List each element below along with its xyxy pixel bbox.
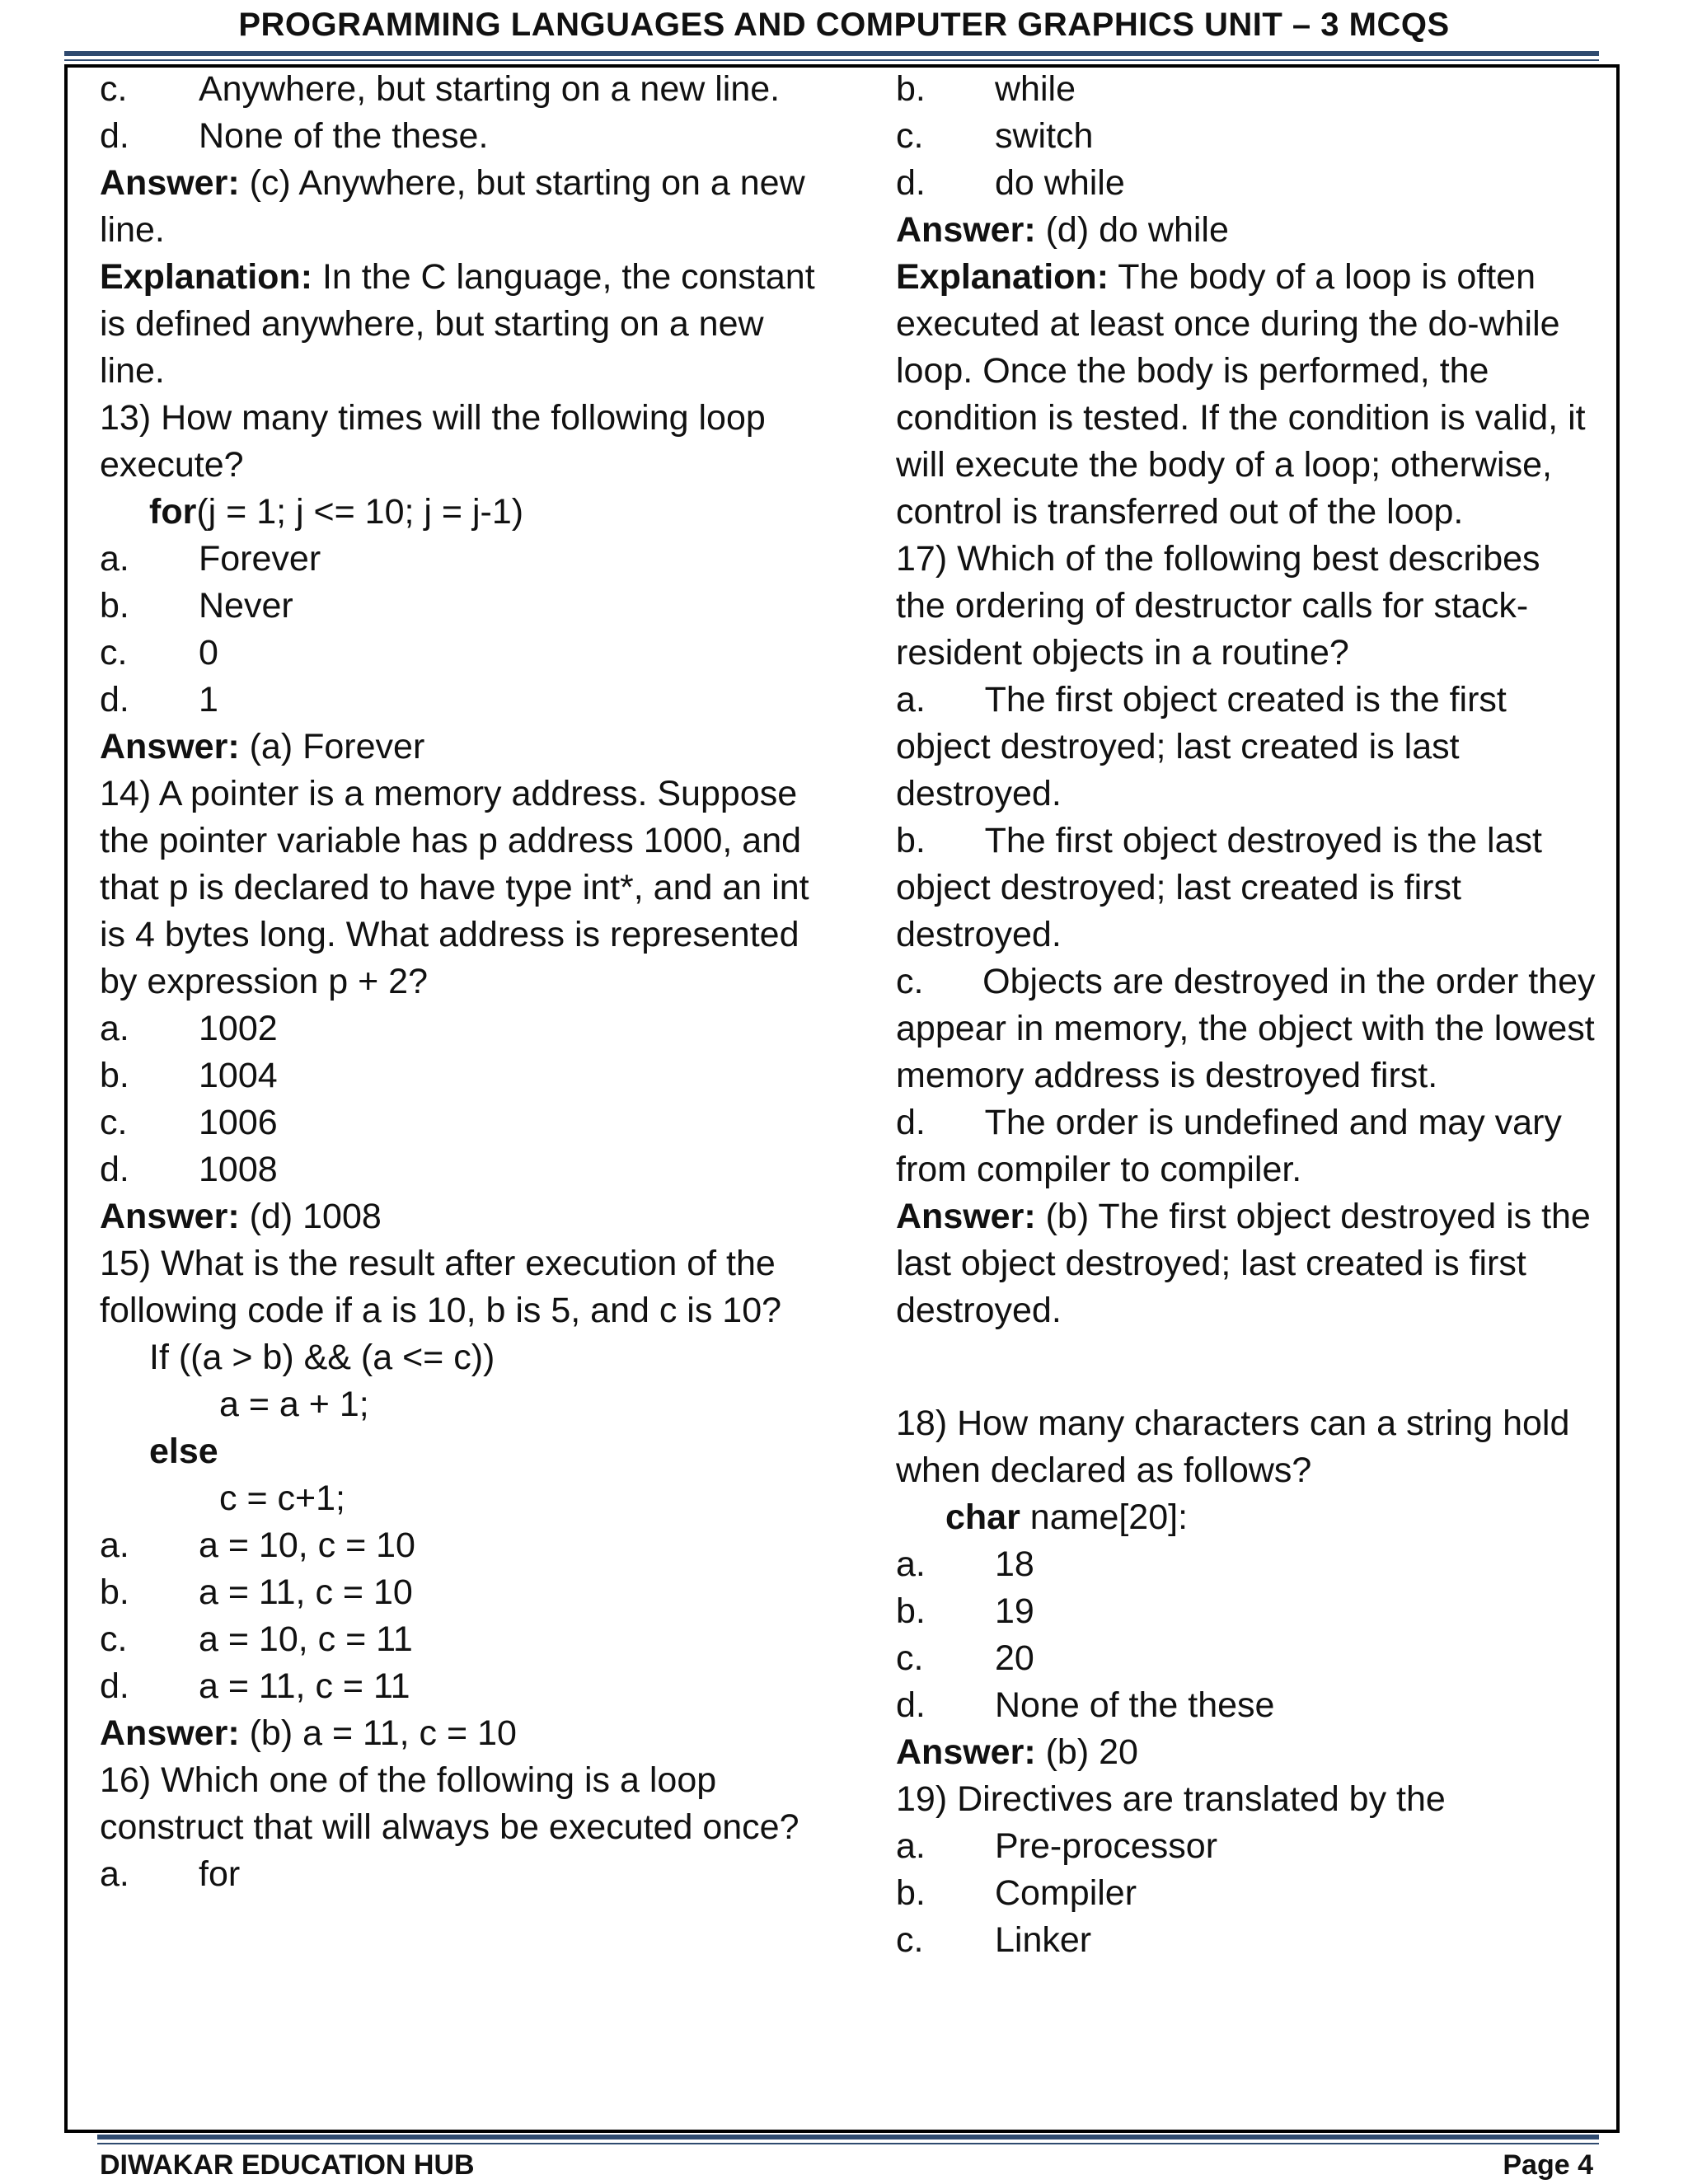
option-label: d. bbox=[100, 680, 129, 719]
option-label: b. bbox=[896, 69, 926, 109]
answer-text: (d) 1008 bbox=[249, 1197, 382, 1236]
code-keyword: else bbox=[149, 1432, 218, 1471]
option-q14-b bbox=[100, 1052, 825, 1099]
footer-publisher: DIWAKAR EDUCATION HUB bbox=[100, 2149, 475, 2181]
option-q15-a bbox=[100, 1522, 825, 1569]
code-q15-line4: c = c+1; bbox=[219, 1479, 345, 1518]
option-q16-b bbox=[896, 66, 1597, 113]
answer-q16 bbox=[896, 207, 1597, 254]
option-text: a = 11, c = 10 bbox=[199, 1572, 413, 1612]
header-rule-thin bbox=[64, 59, 1599, 61]
option-label: b. bbox=[100, 1056, 129, 1095]
option-text: Never bbox=[199, 586, 293, 626]
option-q17-d bbox=[896, 1099, 1597, 1193]
code-text: name[20]: bbox=[1020, 1497, 1189, 1537]
option-q16-d bbox=[896, 160, 1597, 207]
option-q19-c bbox=[896, 1917, 1597, 1964]
option-text: Linker bbox=[995, 1920, 1092, 1960]
option-text: 1004 bbox=[199, 1056, 278, 1095]
option-label: c. bbox=[896, 962, 924, 1001]
option-label: c. bbox=[100, 69, 128, 109]
answer-text: (d) do while bbox=[1045, 210, 1229, 250]
option-q18-c bbox=[896, 1635, 1597, 1682]
option-q14-a bbox=[100, 1005, 825, 1052]
option-text: a = 11, c = 11 bbox=[199, 1666, 410, 1706]
option-q12-c bbox=[100, 66, 825, 113]
explanation-label: Explanation: bbox=[100, 257, 313, 297]
option-text: 19 bbox=[995, 1591, 1034, 1631]
option-q18-a bbox=[896, 1541, 1597, 1588]
option-text: a = 10, c = 10 bbox=[199, 1526, 415, 1565]
option-label: c. bbox=[896, 116, 924, 156]
answer-q14 bbox=[100, 1193, 825, 1240]
option-label: c. bbox=[100, 1103, 128, 1142]
explanation-label: Explanation: bbox=[896, 257, 1109, 297]
option-q15-d bbox=[100, 1663, 825, 1710]
code-text: (j = 1; j <= 10; j = j-1) bbox=[196, 492, 524, 532]
option-text: a = 10, c = 11 bbox=[199, 1619, 413, 1659]
option-label: b. bbox=[896, 1873, 926, 1913]
code-q15-line2: a = a + 1; bbox=[219, 1385, 369, 1424]
option-label: a. bbox=[100, 1854, 129, 1894]
option-q16-a bbox=[100, 1851, 825, 1898]
question-17: 17) Which of the following best describes the ordering of destructor calls for stack-resident objects in a routine? bbox=[896, 539, 1540, 673]
option-q16-c bbox=[896, 113, 1597, 160]
option-label: a. bbox=[896, 1826, 926, 1866]
option-q12-d bbox=[100, 113, 825, 160]
option-text: None of the these. bbox=[199, 116, 489, 156]
option-label: a. bbox=[896, 1544, 926, 1584]
answer-label: Answer: bbox=[100, 1713, 240, 1753]
left-column bbox=[100, 66, 825, 1898]
footer-rule-thick bbox=[97, 2135, 1599, 2139]
answer-label: Answer: bbox=[896, 1732, 1036, 1772]
option-q18-d bbox=[896, 1682, 1597, 1729]
code-q13 bbox=[100, 489, 825, 536]
answer-text: (b) a = 11, c = 10 bbox=[249, 1713, 517, 1753]
explanation-text: The body of a loop is often executed at least once during the do-while loop. Once the body is performed, the condition is tested. If the condition is valid, it will execute the body of a loop; otherwise, control is transferred out of the loop. bbox=[896, 257, 1586, 532]
answer-label: Answer: bbox=[100, 163, 240, 203]
option-label: c. bbox=[896, 1920, 924, 1960]
question-18: 18) How many characters can a string hold when declared as follows? bbox=[896, 1404, 1570, 1490]
option-label: c. bbox=[100, 633, 128, 673]
option-text: 1008 bbox=[199, 1150, 278, 1189]
option-q17-a bbox=[896, 677, 1597, 818]
question-13: 13) How many times will the following loop execute? bbox=[100, 398, 766, 485]
option-q14-c bbox=[100, 1099, 825, 1146]
option-text: None of the these bbox=[995, 1685, 1275, 1725]
explanation-q12 bbox=[100, 254, 825, 395]
answer-q17 bbox=[896, 1193, 1597, 1334]
option-q15-c bbox=[100, 1616, 825, 1663]
footer-rule-thin bbox=[97, 2143, 1599, 2144]
option-text: 0 bbox=[199, 633, 218, 673]
answer-q12 bbox=[100, 160, 825, 254]
option-q13-c bbox=[100, 630, 825, 677]
code-q15-line1: If ((a > b) && (a <= c)) bbox=[149, 1338, 495, 1377]
code-q15-line3 bbox=[100, 1428, 825, 1475]
option-q17-b bbox=[896, 818, 1597, 958]
answer-label: Answer: bbox=[100, 727, 240, 766]
option-text: Anywhere, but starting on a new line. bbox=[199, 69, 781, 109]
option-label: d. bbox=[100, 116, 129, 156]
answer-label: Answer: bbox=[100, 1197, 240, 1236]
option-label: a. bbox=[896, 680, 926, 719]
option-text: Compiler bbox=[995, 1873, 1137, 1913]
answer-text: (b) 20 bbox=[1045, 1732, 1138, 1772]
option-q17-c bbox=[896, 958, 1597, 1099]
option-label: d. bbox=[100, 1150, 129, 1189]
code-keyword: for bbox=[149, 492, 197, 532]
code-q18 bbox=[896, 1494, 1597, 1541]
question-15: 15) What is the result after execution of the following code if a is 10, b is 5, and c is 10? bbox=[100, 1244, 782, 1330]
option-label: b. bbox=[896, 821, 926, 860]
option-text: 18 bbox=[995, 1544, 1034, 1584]
option-text: The first object created is the first object destroyed; last created is last destroyed. bbox=[896, 680, 1507, 813]
option-q19-a bbox=[896, 1823, 1597, 1870]
explanation-q16 bbox=[896, 254, 1597, 536]
option-label: a. bbox=[100, 1526, 129, 1565]
answer-text: (b) The first object destroyed is the last object destroyed; last created is first destroyed. bbox=[896, 1197, 1591, 1330]
option-q19-b bbox=[896, 1870, 1597, 1917]
option-text: The first object destroyed is the last object destroyed; last created is first destroyed. bbox=[896, 821, 1542, 954]
option-q14-d bbox=[100, 1146, 825, 1193]
page-header-title: PROGRAMMING LANGUAGES AND COMPUTER GRAPHICS UNIT – 3 MCQS bbox=[238, 7, 1450, 43]
code-keyword: char bbox=[945, 1497, 1020, 1537]
header-rule-thick bbox=[64, 51, 1599, 56]
option-text: Objects are destroyed in the order they appear in memory, the object with the lowest memory address is destroyed first. bbox=[896, 962, 1596, 1095]
option-text: for bbox=[199, 1854, 241, 1894]
option-text: 1006 bbox=[199, 1103, 278, 1142]
option-text: switch bbox=[995, 116, 1094, 156]
question-19: 19) Directives are translated by the bbox=[896, 1779, 1446, 1819]
option-text: do while bbox=[995, 163, 1125, 203]
footer-page-number: Page 4 bbox=[1503, 2149, 1593, 2181]
option-label: b. bbox=[100, 1572, 129, 1612]
spacer bbox=[896, 1334, 1597, 1367]
option-label: d. bbox=[100, 1666, 129, 1706]
answer-q13 bbox=[100, 724, 825, 771]
answer-label: Answer: bbox=[896, 210, 1036, 250]
option-text: 1002 bbox=[199, 1009, 278, 1048]
option-q13-d bbox=[100, 677, 825, 724]
answer-label: Answer: bbox=[896, 1197, 1036, 1236]
option-q13-b bbox=[100, 583, 825, 630]
option-label: c. bbox=[896, 1638, 924, 1678]
option-text: Forever bbox=[199, 539, 321, 579]
option-text: 1 bbox=[199, 680, 218, 719]
option-label: a. bbox=[100, 1009, 129, 1048]
option-label: b. bbox=[896, 1591, 926, 1631]
answer-text: (a) Forever bbox=[249, 727, 425, 766]
option-label: a. bbox=[100, 539, 129, 579]
option-q15-b bbox=[100, 1569, 825, 1616]
option-label: d. bbox=[896, 163, 926, 203]
question-16: 16) Which one of the following is a loop construct that will always be executed once? bbox=[100, 1760, 799, 1847]
spacer bbox=[896, 1367, 1597, 1400]
option-text: The order is undefined and may vary from compiler to compiler. bbox=[896, 1103, 1562, 1189]
answer-q18 bbox=[896, 1729, 1597, 1776]
explanation-text: In the C language, the constant is defined anywhere, but starting on a new line. bbox=[100, 257, 815, 391]
option-label: d. bbox=[896, 1685, 926, 1725]
answer-q15 bbox=[100, 1710, 825, 1757]
option-label: b. bbox=[100, 586, 129, 626]
option-q13-a bbox=[100, 536, 825, 583]
option-label: c. bbox=[100, 1619, 128, 1659]
question-14: 14) A pointer is a memory address. Suppose the pointer variable has p address 1000, and that p is declared to have type int*, and an int is 4 bytes long. What address is represented by expression p + 2? bbox=[100, 774, 809, 1001]
option-text: while bbox=[995, 69, 1076, 109]
option-text: Pre-processor bbox=[995, 1826, 1218, 1866]
option-q18-b bbox=[896, 1588, 1597, 1635]
option-text: 20 bbox=[995, 1638, 1034, 1678]
option-label: d. bbox=[896, 1103, 926, 1142]
answer-text: (c) Anywhere, but starting on a new line. bbox=[100, 163, 805, 250]
right-column bbox=[896, 66, 1597, 1964]
